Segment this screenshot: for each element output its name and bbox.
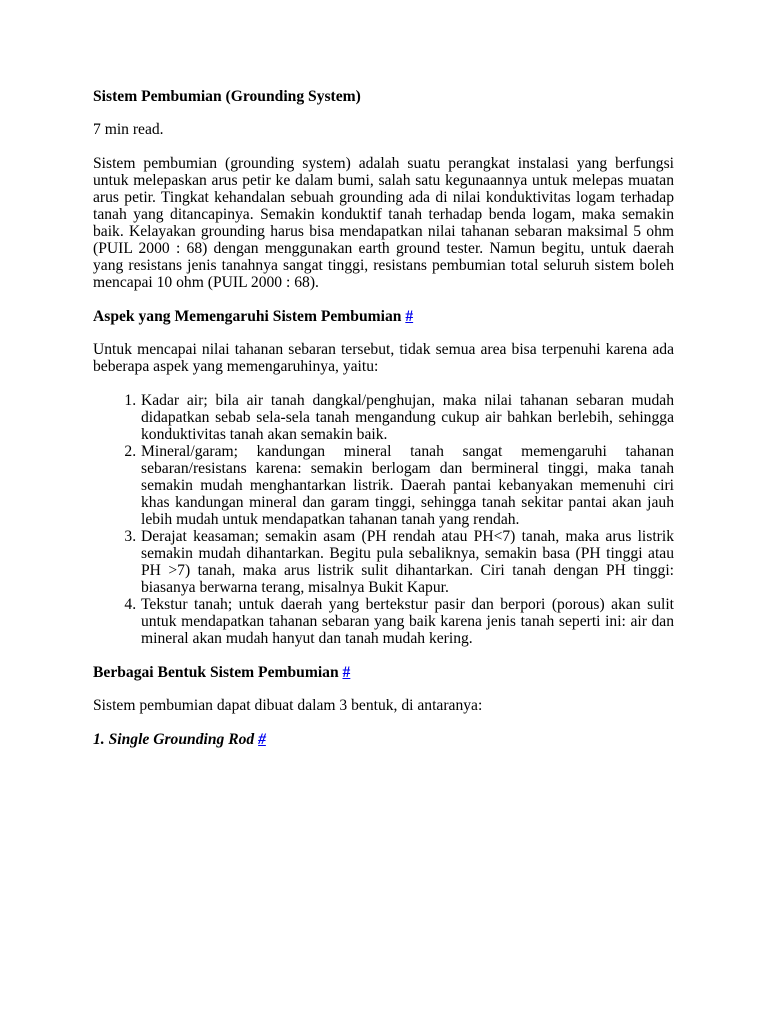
- article-title: Sistem Pembumian (Grounding System): [93, 88, 361, 105]
- forms-heading-text: Berbagai Bentuk Sistem Pembumian: [93, 664, 339, 681]
- list-item: 2. Mineral/garam; kandungan mineral tanah sangat memengaruhi tahanan sebaran/resistans karena: semakin berlogam dan bermineral tinggi, maka tanah semakin mudah menghantarkan listrik. Daerah pantai kebanyakan memenuhi ciri khas kandungan mineral dan garam tinggi, sehingga tanah sekitar pantai akan jauh lebih mudah untuk mendapatkan tahanan tanah yang rendah.: [140, 443, 674, 528]
- list-item: 1. Kadar air; bila air tanah dangkal/penghujan, maka nilai tahanan sebaran mudah didapatkan sebab sela-sela tanah mengandung cukup air bahkan berlebih, sehingga konduktivitas tanah akan semakin baik.: [140, 392, 674, 443]
- single-grounding-rod-heading-text: 1. Single Grounding Rod: [93, 731, 255, 748]
- forms-heading: [93, 664, 674, 681]
- list-item: 4. Tekstur tanah; untuk daerah yang bertekstur pasir dan berpori (porous) akan sulit untuk mendapatkan tahanan sebaran yang baik karena jenis tanah seperti ini: air dan mineral akan mudah hanyut dan tanah mudah kering.: [140, 596, 674, 647]
- forms-intro-paragraph: Sistem pembumian dapat dibuat dalam 3 bentuk, di antaranya:: [93, 697, 483, 714]
- aspects-list: [93, 392, 674, 647]
- read-time: 7 min read.: [93, 121, 164, 138]
- forms-anchor-link[interactable]: #: [342, 664, 351, 681]
- intro-paragraph: Sistem pembumian (grounding system) adalah suatu perangkat instalasi yang berfungsi untuk melepaskan arus petir ke dalam bumi, salah satu kegunaannya untuk melepas muatan arus petir. Tingkat kehandalan sebuah grounding ada di nilai konduktivitas logam terhadap tanah yang ditancapinya. Semakin konduktif tanah terhadap benda logam, maka semakin baik. Kelayakan grounding harus bisa mendapatkan nilai tahanan sebaran maksimal 5 ohm (PUIL 2000 : 68) dengan menggunakan earth ground tester. Namun begitu, untuk daerah yang resistans jenis tanahnya sangat tinggi, resistans pembumian total seluruh sistem boleh mencapai 10 ohm (PUIL 2000 : 68).: [93, 155, 674, 291]
- list-item: 3. Derajat keasaman; semakin asam (PH rendah atau PH<7) tanah, maka arus listrik semakin mudah dihantarkan. Begitu pula sebaliknya, semakin basa (PH tinggi atau PH >7) tanah, maka arus listrik sulit dihantarkan. Ciri tanah dengan PH tinggi: biasanya berwarna terang, misalnya Bukit Kapur.: [140, 528, 674, 596]
- single-grounding-rod-anchor-link[interactable]: #: [258, 731, 266, 748]
- aspects-heading-text: Aspek yang Memengaruhi Sistem Pembumian: [93, 308, 402, 325]
- single-grounding-rod-heading: [93, 731, 674, 748]
- aspects-intro-paragraph: Untuk mencapai nilai tahanan sebaran tersebut, tidak semua area bisa terpenuhi karena ada beberapa aspek yang memengaruhinya, yaitu:: [93, 341, 674, 375]
- aspects-heading: [93, 308, 674, 325]
- aspects-anchor-link[interactable]: #: [405, 308, 414, 325]
